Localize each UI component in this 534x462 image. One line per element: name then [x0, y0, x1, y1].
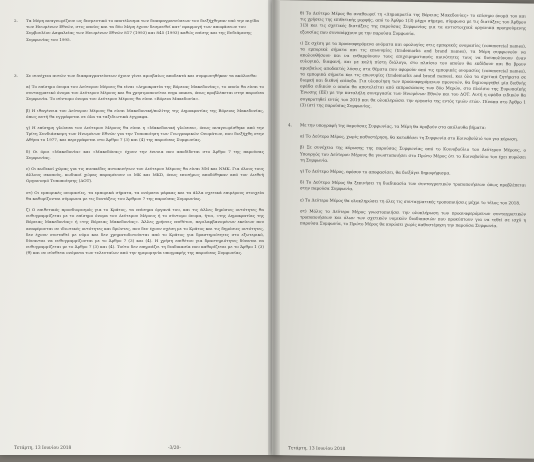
paragraph: δ) Οι όροι «Μακεδονία» και «Μακεδόνας» έχουν την έννοια που αποδίδεται στο Άρθρο 7 της παρούσας Συμφωνίας.: [26, 148, 264, 160]
clause-3d: [26, 149, 264, 161]
clause-4d: [300, 180, 526, 196]
page-content: [288, 10, 526, 235]
clause-3c: [26, 125, 264, 144]
clause-3g: [26, 207, 264, 257]
clause-number: 3.: [14, 72, 18, 78]
clause-3f: [26, 190, 264, 202]
footer-date: Τετάρτη, 13 Ιουνίου 2018: [14, 446, 72, 451]
paragraph: ι) Σε σχέση με τα προαναφερόμενα ονόματα και ορολογίες στις εμπορικές ονομασίες (commercial names), τα εμπορικά σήματα και τις επωνυμίες (trademarks and brand names), τα Μέρη συμφωνούν να ακολουθήσουν και να ενθαρρύνουν τους επιχειρηματικούς κοινότητες τους να διευκολύνουν έναν ευλογικό, διαφανή, και με καλή πίστη διάλογο, στο πλαίσιο του οποίου θα εκδίδουν και θα βρουν αμοιβαίως αποδεκτές λύσεις στα θέματα που αφορούν από τις εμπορικές ονομασίες (commercial names), τα εμπορικά σήματα και τις επωνυμίες (trademarks and brand names), και όλα τα σχετικά ζητήματα σε διαρκή και διεθνή επίπεδο. Για υλοποίηση των προαναφερόμενων προνοιών, θα δημιουργηθεί μία διεθνής ομάδα ειδικών ο οποία θα αποτελείται από εκπροσώπους των δύο Μερών, στο πλαίσιο της Ευρωπαϊκής Ένωσης (ΕΕ) με την καταλήλη συνεργασία των Ηνωμένων Εθνών και του ΔΟΤ. Αυτή η ομάδα ειδικών θα συγκροτηθεί εντός του 2019 και θα ολοκληρώσει την εργασία της εντός τριών ετών. Πίνακα στο Άρθρο 1 (3) (στ) της παρούσας Συμφωνίας.: [300, 40, 526, 109]
document-page-right: [272, 0, 534, 459]
paragraph: α) Το Δεύτερο Μέρος, χωρίς καθυστέρηση, θα καταθέσει τη Συμφωνία στο Κοινοβούλιό του για κύρωση.: [300, 133, 518, 142]
paragraph: β) Η ιθαγένεια του Δεύτερου Μέρους θα είναι Μακεδονική/πολίτης της Δημοκρατίας της Βόρειας Μακεδονίας, όπως αυτή θα εγγράφεται σε όλα τα ταξιδιωτικά έγγραφα.: [26, 107, 264, 119]
clause-4f: [300, 208, 526, 230]
clause-3e: [26, 166, 264, 185]
paragraph: γ) Το Δεύτερο Μέρος, εφόσον το αποφασίσει, θα διεξάγει δημοψήφισμα.: [300, 168, 451, 176]
clause-4a: [300, 134, 526, 143]
clause-3a: [26, 84, 264, 103]
paragraph: ε) Το Δεύτερο Μέρος θα ολοκληρώσει τη όλες τις συνταγματικές τροποποιήσεις μέχρι το τέλος του 2018.: [300, 197, 521, 206]
paragraph: β) Σε συνέχεια της κύρωσης της παρούσας Συμφωνίας από το Κοινοβούλιο του Δεύτερου Μέρους, ο Υπουργός του Δεύτερου Μέρους θα γνωστοποιήσει στο Πρώτο Μέρος ότι το Κοινοβούλιο του έχει κυρώσει τη Συμφωνία.: [300, 144, 526, 163]
paragraph: δ) Το Δεύτερο Μέρος θα ξεκινήσει τη διαδικασία των συνταγματικών τροποποιήσεων όπως προβλέπεται στην παρούσα Συμφωνία.: [300, 179, 526, 192]
paragraph: ζ) Ο επιθετικός προσδιορισμός για το Κράτος, τα επίσημα όργανά του, και τις άλλες δημόσιες οντότητες θα ευθυγραμμίζεται με το επίσημο όνομα του Δεύτερου Μέρους ή το σύντομο όνομα, ήτοι, «της Δημοκρατίας της Βόρειας Μακεδονίας» ή «της Βόρειας Μακεδονίας». Άλλες χρήσεις επιθέτου, περιλαμβανομένων εκείνων που αναφέρονται σε ιδιωτικές οντότητες και δρώντες, που δεν έχουν σχέση με το Κράτος και τις δημόσιες οντότητες, δεν έχουν συσταθεί με νόμο και δεν χρηματοδοτούνται από το Κράτος για δραστηριότητες στο εξωτερικό, δύνανται να ευθυγραμμίζονται με το Άρθρο 7 (3) και (4). Η χρήση επιθέτου για δραστηριότητες δύναται να ευθυγραμμίζεται με το Άρθρο 7 (3) και (4). Τούτο δεν επηρεάζει τη διαδικασία που καθορίζεται με το Άρθρο 1 (3) (θ) και σε σύνθετα ονόματα των τελευταίων από την ημερομηνία υπογραφής της παρούσας Συμφωνίας.: [26, 207, 264, 256]
paragraph: στ) Οι εμπορικές ονομασίες, τα εμπορικά σήματα, τα ονόματα μάρκας και τα άλλα σχετικά επιμέρους στοιχεία θα καθορίζονται σύμφωνα με τις διατάξεις του Άρθρου 7 της παρούσας Συμφωνίας.: [26, 189, 264, 201]
footer-page-number: -3/20-: [168, 446, 181, 451]
clause-text: Τα Μέρη αναγνωρίζουν ως δεσμευτικό το αποτέλεσμα των διαπραγματεύσεων του διεξήχθησαν υπό την αιγίδα των Ηνωμένων Εθνών, στις οποίες και τα δύο Μέρη έχουν δεσμευθεί κατ' εφαρμογή των αποφάσεων του Συμβουλίου Ασφαλείας των Ηνωμένων Εθνών 817 (1993) και 845 (1993) καθώς επίσης και της Ενδιάμεσης Συμφωνίας του 1995.: [26, 18, 260, 42]
paragraph: γ) Η επίσημη γλώσσα του Δεύτερου Μέρους θα είναι η «Μακεδονική γλώσσα», όπως αναγνωρίσθηκε από την Τρίτη Συνδιάσκεψη των Ηνωμένων Εθνών για την Τυποποίηση των Γεωγραφικών Ονομάτων, που διεξήχθη στην Αθήνα το 1977, και περιγράφεται στο Άρθρο 7 (3) και (4) της παρούσας Συμφωνίας.: [26, 125, 264, 143]
clause-text: Με την υπογραφή της παρούσας Συμφωνίας, τα Μέρη θα προβούν στα ακόλουθα βήματα:: [300, 122, 486, 131]
paragraph: στ) Μόλις το Δεύτερο Μέρος γνωστοποιήσει την ολοκλήρωση των προαναφερόμενων συνταγματικών τροποποιήσεων και όλων των σχετικών νομικών διαδικασιών που προκύπτουν για να τεθεί σε ισχύ η παρούσα Συμφωνία, το Πρώτο Μέρος θα κυρώσει χωρίς καθυστέρηση την παρούσα Συμφωνία.: [300, 208, 526, 229]
paragraph: ε) Οι κωδικοί χώρας για τις πινακίδες αυτοκινήτων του Δεύτερου Μέρους θα είναι NM και NMK. Για όλους τους άλλους σκοπούς, κωδικοί χώρας παραμένουν οι MK και MKD, όπως επισήμως αποδόθηκαν από τον Διεθνή Οργανισμό Τυποποίησης (ΔΟΤ).: [26, 166, 264, 184]
clause-4c: [300, 168, 526, 177]
clause-number: 2.: [14, 18, 18, 23]
footer-date: Τετάρτη, 13 Ιουνίου 2018: [288, 446, 346, 453]
page-fold-shadow: [268, 0, 280, 455]
clause-3i: [300, 40, 526, 111]
page-content: [14, 10, 264, 262]
paragraph: θ) Το Δεύτερο Μέρος θα αναθεωρεί τη «Δημοκρατία της Βόρειας Μακεδονίας» το επίσημο όνομά του και τις χρήσεις της επιθετικής μορφής, από το Άρθρο 1(3) μέχρι σήμερα, σύμφωνα με τις διατάξεις του Άρθρου 1(3) και τις σχετικές διατάξεις της παρούσας Συμφωνίας για τα αντιστοιχικά οργανικά προηγούμενης εξουσίας που συνυπάρχουν με την παρούσα Συμφωνία.: [300, 10, 526, 36]
clause-4b: [300, 145, 526, 167]
clause-3h: [300, 10, 526, 38]
clause-text: Σε συνέχεια αυτών των διαπραγματεύσεων έχουν γίνει αμοιβαίως αποδεκτά και συμφωνηθήκαν τα ακόλουθα:: [26, 72, 258, 78]
paragraph: α) Το επίσημο όνομα του Δεύτερου Μέρους θα είναι «Δημοκρατία της Βόρειας Μακεδονίας», το οποίο θα είναι το συνταγματικό όνομα του Δεύτερου Μέρους και θα χρησιμοποιείται erga omnes, όπως προβλέπεται στην παρούσα Συμφωνία. Το σύντομο όνομα του Δεύτερου Μέρους θα είναι «Βόρεια Μακεδονία».: [26, 84, 264, 102]
clause-3b: [26, 108, 264, 120]
clause-3: [14, 73, 264, 79]
clause-2: [14, 18, 264, 43]
clause-4e: [300, 197, 526, 206]
clause-number: 4.: [288, 122, 292, 128]
clause-4: [288, 122, 526, 132]
